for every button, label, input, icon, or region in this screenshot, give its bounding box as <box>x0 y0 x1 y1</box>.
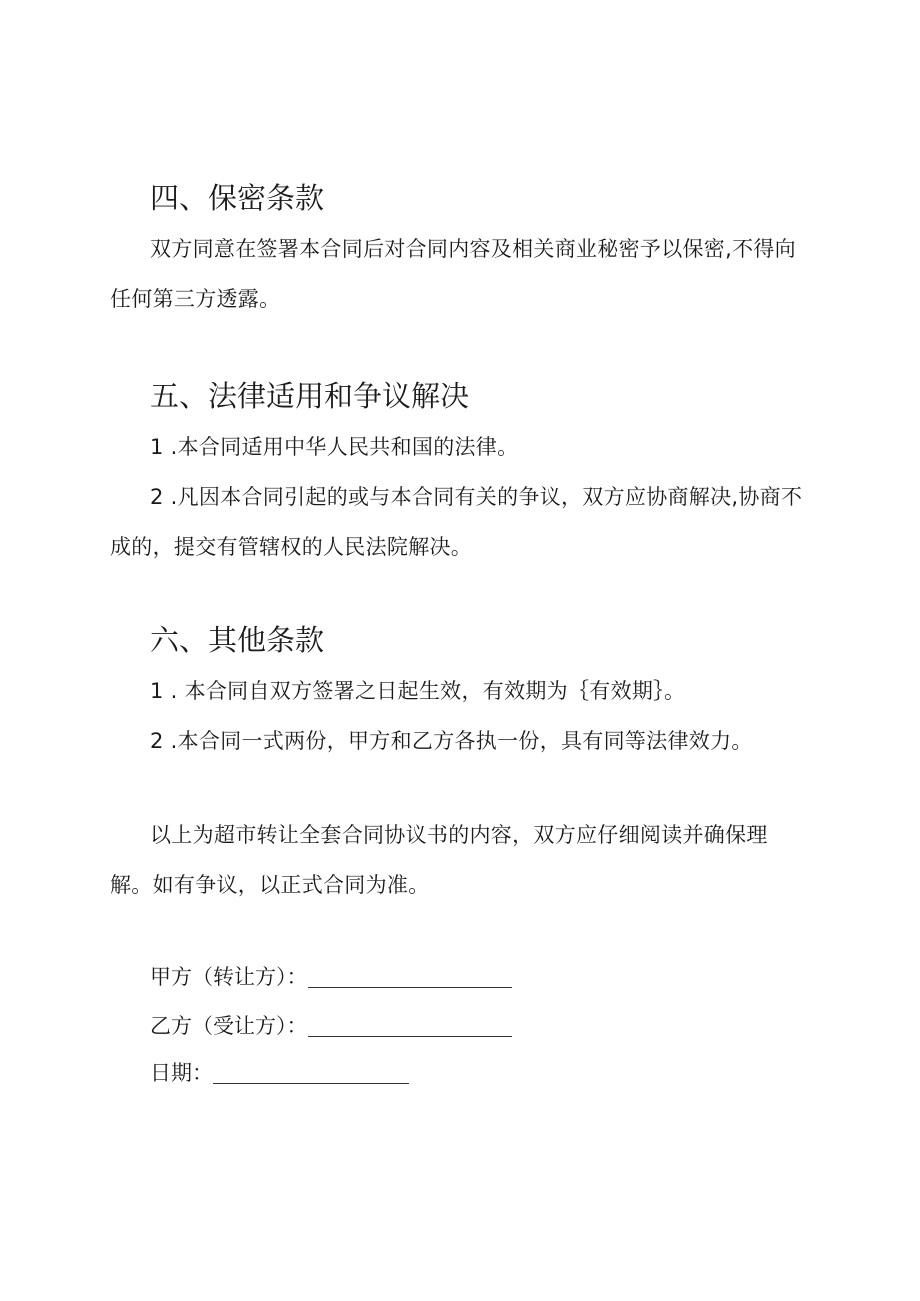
date-line[interactable] <box>213 1063 409 1084</box>
section-4-body-line-1: 双方同意在签署本合同后对合同内容及相关商业秘密予以保密,不得向 <box>150 237 796 261</box>
closing-line-2: 解。如有争议，以正式合同为准。 <box>110 873 430 897</box>
party-b-label: 乙方（受让方）： <box>150 1014 308 1038</box>
party-a-label: 甲方（转让方）： <box>150 965 308 989</box>
party-b-signature-row <box>150 1013 512 1039</box>
section-6-item-1: 1 . 本合同自双方签署之日起生效，有效期为｛有效期｝。 <box>150 679 686 703</box>
date-row <box>150 1060 409 1086</box>
section-5-item-2-line-2: 成的，提交有管辖权的人民法院解决。 <box>110 535 473 559</box>
party-a-signature-line[interactable] <box>308 967 512 988</box>
section-4-body-line-2: 任何第三方透露。 <box>110 287 281 311</box>
date-label: 日期： <box>150 1061 213 1085</box>
section-4-heading: 四、保密条款 <box>150 181 325 215</box>
section-5-item-2-line-1: 2 .凡因本合同引起的或与本合同有关的争议，双方应协商解决,协商不 <box>150 485 803 509</box>
section-5-item-1: 1 .本合同适用中华人民共和国的法律。 <box>150 435 519 459</box>
section-6-item-2: 2 .本合同一式两份，甲方和乙方各执一份，具有同等法律效力。 <box>150 729 753 753</box>
section-6-heading: 六、其他条款 <box>150 623 325 657</box>
party-a-signature-row <box>150 964 512 990</box>
section-5-heading: 五、法律适用和争议解决 <box>150 379 470 413</box>
closing-line-1: 以上为超市转让全套合同协议书的内容，双方应仔细阅读并确保理 <box>150 823 768 847</box>
party-b-signature-line[interactable] <box>308 1016 512 1037</box>
